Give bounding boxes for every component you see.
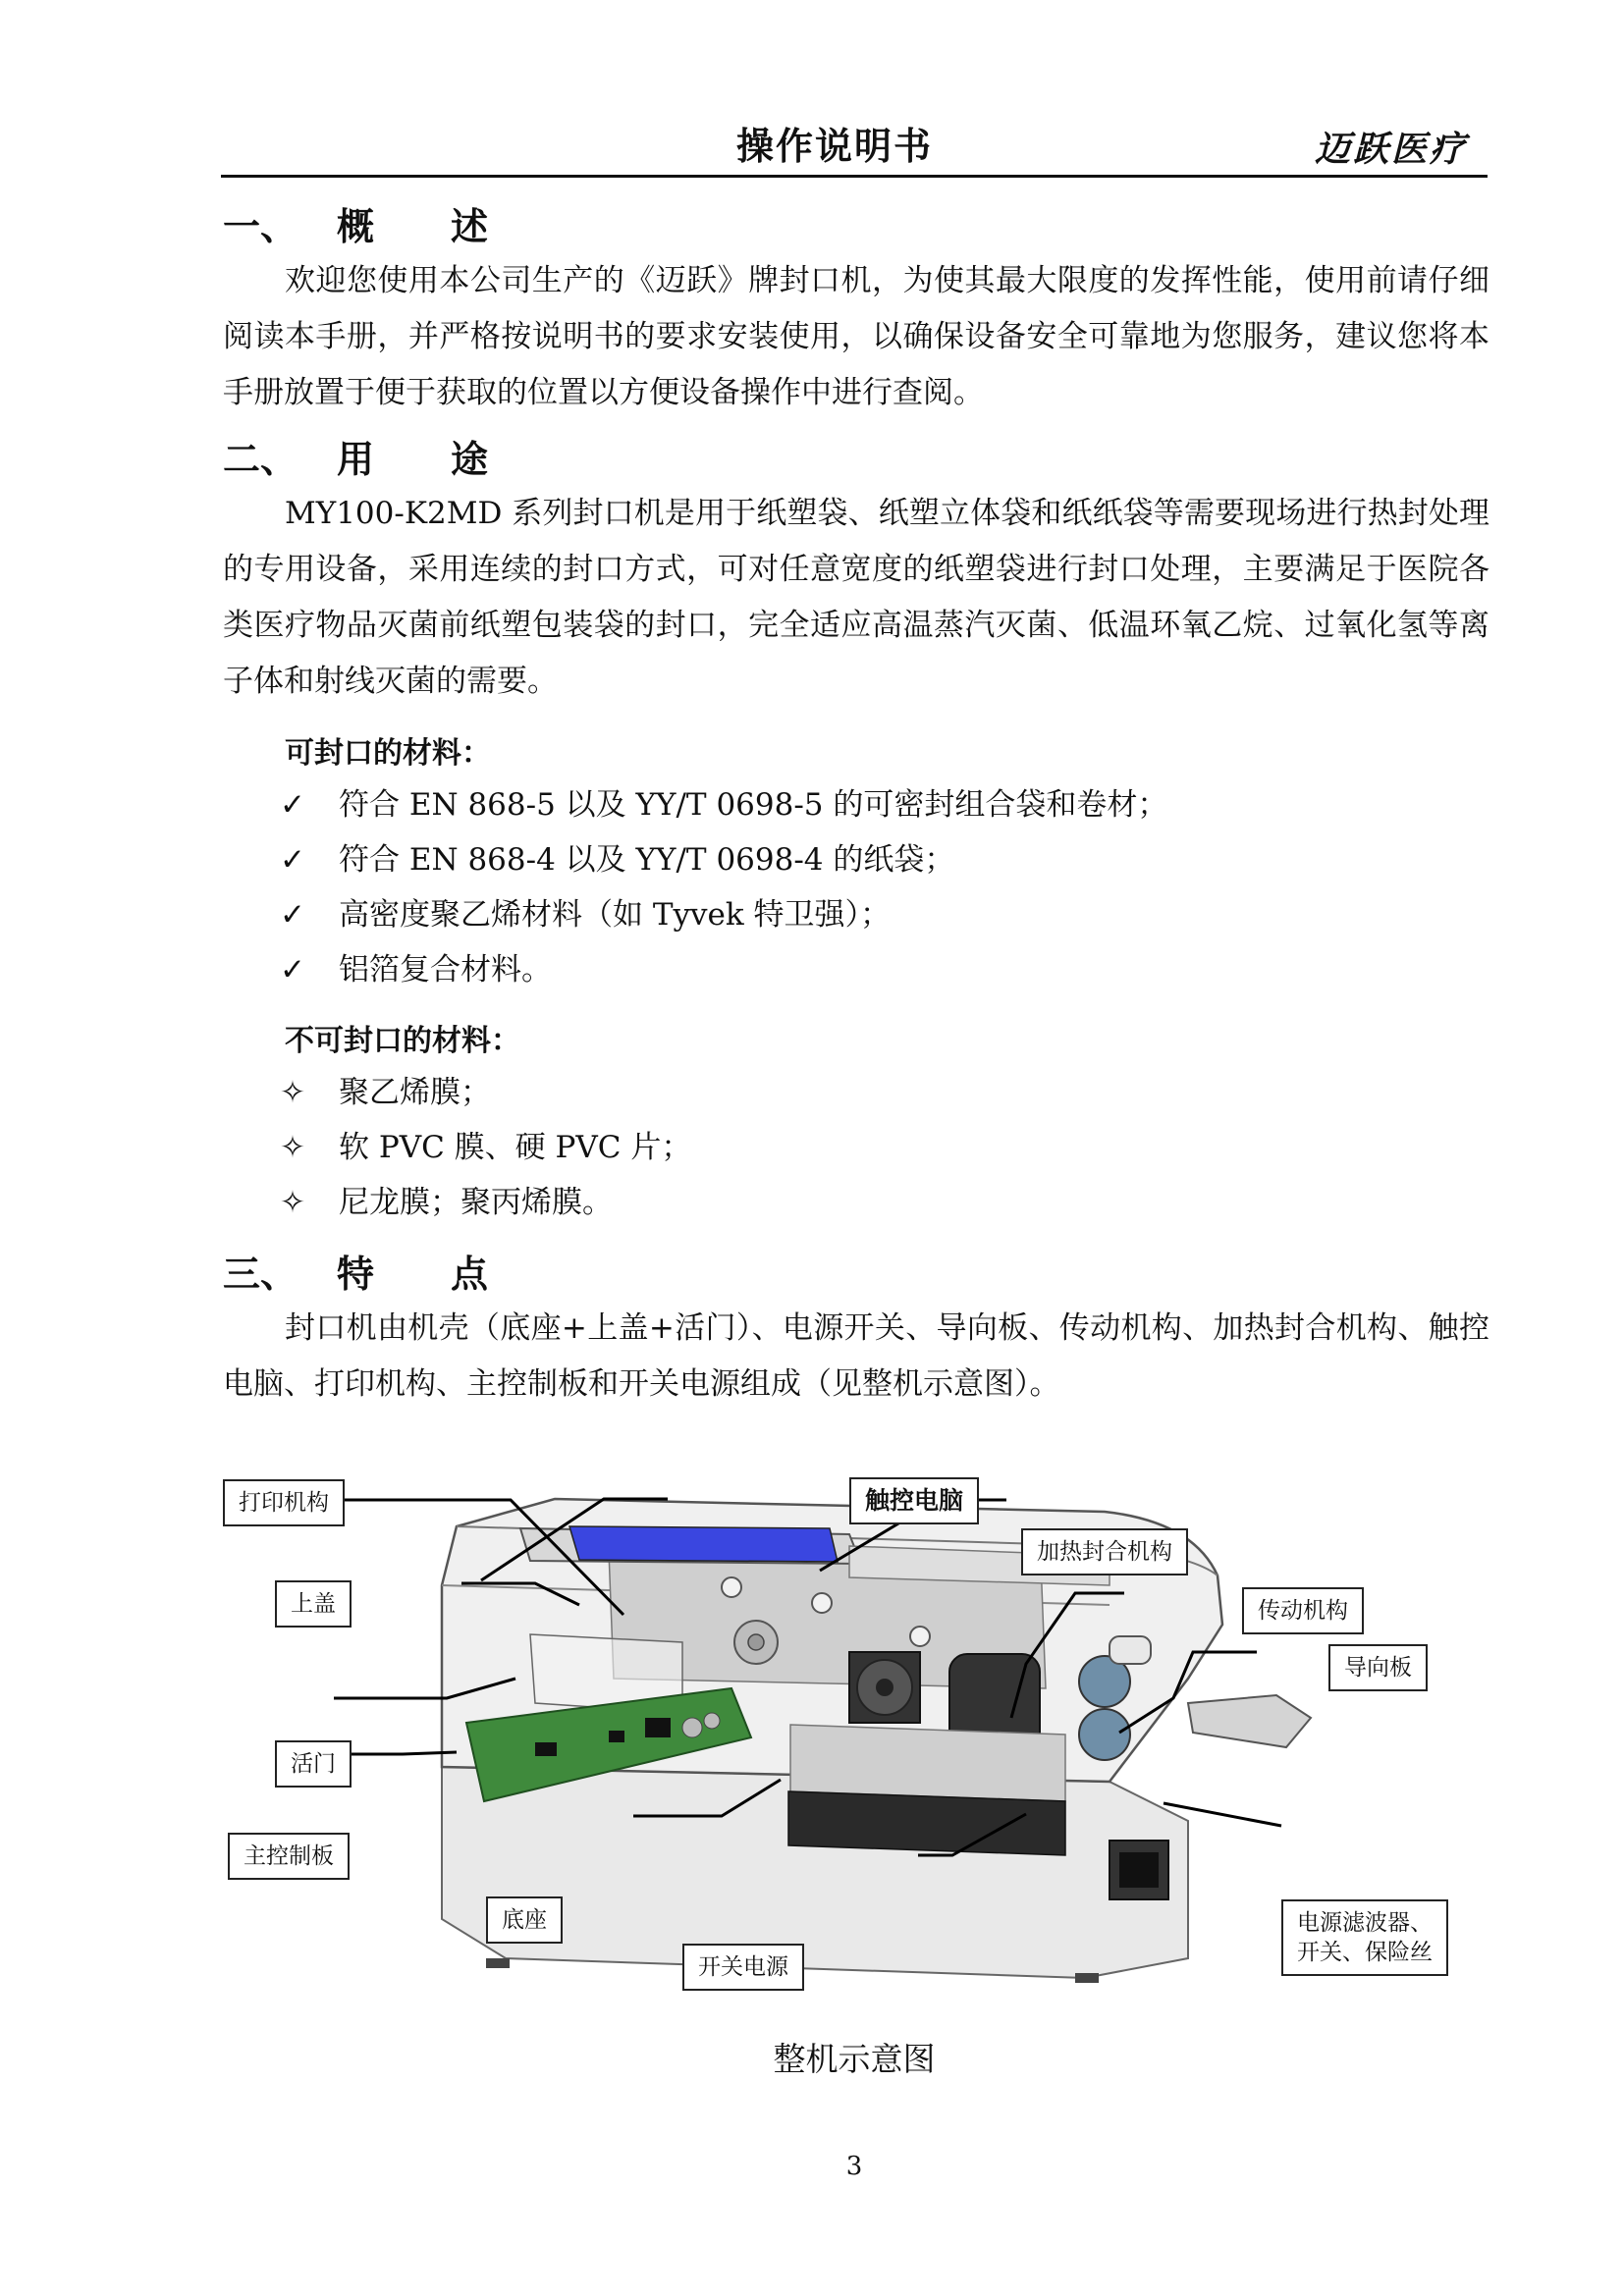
guide-plate bbox=[1188, 1695, 1311, 1747]
section-heading-overview bbox=[223, 196, 488, 250]
machine-foot bbox=[486, 1958, 510, 1968]
callout-power-supply: 开关电源 bbox=[682, 1944, 804, 1991]
features-paragraph: 封口机由机壳（底座+上盖+活门）、电源开关、导向板、传动机构、加热封合机构、触控电脑、打印机构、主控制板和开关电源组成（见整机示意图）。 bbox=[223, 1310, 1489, 1402]
diamond-star-icon: ✧ bbox=[280, 1075, 305, 1110]
list-item-text: 高密度聚乙烯材料（如 Tyvek 特卫强）； bbox=[339, 897, 892, 933]
list-item-text: 聚乙烯膜； bbox=[339, 1075, 491, 1110]
section-title-char: 用 bbox=[337, 438, 375, 481]
list-item-text: 符合 EN 868-5 以及 YY/T 0698-5 的可密封组合袋和卷材； bbox=[339, 787, 1168, 823]
callout-heater: 加热封合机构 bbox=[1021, 1528, 1188, 1575]
callout-power-filter bbox=[1281, 1899, 1448, 1976]
callout-touch-computer: 触控电脑 bbox=[849, 1477, 979, 1524]
callout-control-board: 主控制板 bbox=[228, 1833, 350, 1880]
machine-diagram bbox=[221, 1468, 1497, 2017]
list-item-text: 尼龙膜；聚丙烯膜。 bbox=[339, 1185, 613, 1220]
callout-drive: 传动机构 bbox=[1242, 1587, 1364, 1634]
section-title-char: 点 bbox=[451, 1253, 489, 1296]
callout-cover: 上盖 bbox=[275, 1580, 352, 1628]
callout-base: 底座 bbox=[486, 1896, 563, 1944]
list-item bbox=[280, 942, 1167, 997]
section-number: 二、 bbox=[223, 438, 298, 481]
page-number: 3 bbox=[845, 2152, 863, 2181]
section-title-char: 特 bbox=[337, 1253, 375, 1296]
callout-printer: 打印机构 bbox=[223, 1479, 345, 1526]
diamond-star-icon: ✧ bbox=[280, 1185, 305, 1220]
knob-shape bbox=[812, 1593, 832, 1613]
diamond-star-icon: ✧ bbox=[280, 1130, 305, 1165]
page-header-title: 操作说明书 bbox=[735, 125, 933, 168]
machine-foot bbox=[1075, 1973, 1099, 1983]
list-item-text: 软 PVC 膜、硬 PVC 片； bbox=[339, 1130, 692, 1165]
check-icon: ✓ bbox=[280, 787, 305, 823]
header-divider bbox=[221, 175, 1488, 178]
check-icon: ✓ bbox=[280, 842, 305, 878]
callout-guide-plate: 导向板 bbox=[1328, 1644, 1428, 1691]
callout-power-filter-line1: 电源滤波器、 bbox=[1297, 1910, 1433, 1936]
list-item bbox=[280, 1120, 691, 1175]
sealable-materials-heading: 可封口的材料： bbox=[285, 736, 491, 771]
unsealable-materials-heading: 不可封口的材料： bbox=[285, 1024, 520, 1058]
usage-paragraph: MY100-K2MD 系列封口机是用于纸塑袋、纸塑立体袋和纸纸袋等需要现场进行热封处理的专用设备，采用连续的封口方式，可对任意宽度的纸塑袋进行封口处理，主要满足于医院各类医疗物品灭菌前纸塑包装袋的封口，完全适应高温蒸汽灭菌、低温环氧乙烷、过氧化氢等离子体和射线灭菌的需要。 bbox=[223, 496, 1489, 699]
list-item-text: 铝箔复合材料。 bbox=[339, 952, 552, 988]
list-item bbox=[280, 1065, 691, 1120]
section-heading-usage bbox=[223, 429, 488, 483]
list-item-text: 符合 EN 868-4 以及 YY/T 0698-4 的纸袋； bbox=[339, 842, 955, 878]
unsealable-materials-list bbox=[280, 1065, 691, 1230]
sealable-materials-list bbox=[280, 777, 1167, 997]
check-icon: ✓ bbox=[280, 952, 305, 988]
drive-roller-cylinder bbox=[1110, 1636, 1151, 1664]
drive-roller bbox=[1079, 1709, 1130, 1760]
touch-screen-display bbox=[569, 1526, 838, 1562]
knob-shape bbox=[910, 1627, 930, 1646]
figure-caption: 整机示意图 bbox=[773, 2040, 936, 2078]
section-number: 一、 bbox=[223, 205, 298, 248]
callout-door: 活门 bbox=[275, 1740, 352, 1788]
page-header-brand: 迈跃医疗 bbox=[1314, 129, 1468, 170]
list-item bbox=[280, 832, 1167, 887]
check-icon: ✓ bbox=[280, 897, 305, 933]
section-title-char: 途 bbox=[451, 438, 489, 481]
list-item bbox=[280, 777, 1167, 832]
list-item bbox=[280, 887, 1167, 942]
overview-paragraph: 欢迎您使用本公司生产的《迈跃》牌封口机，为使其最大限度的发挥性能，使用前请仔细阅读本手册，并严格按说明书的要求安装使用，以确保设备安全可靠地为您服务，建议您将本手册放置于便于获取的位置以方便设备操作中进行查阅。 bbox=[223, 263, 1489, 410]
list-item bbox=[280, 1175, 691, 1230]
section-title-char: 述 bbox=[451, 205, 489, 248]
power-supply-unit bbox=[790, 1725, 1065, 1801]
section-number: 三、 bbox=[223, 1253, 298, 1296]
section-title-char: 概 bbox=[337, 205, 375, 248]
callout-power-filter-line2: 开关、保险丝 bbox=[1297, 1940, 1433, 1965]
section-heading-features bbox=[223, 1244, 488, 1298]
knob-shape bbox=[722, 1577, 741, 1597]
